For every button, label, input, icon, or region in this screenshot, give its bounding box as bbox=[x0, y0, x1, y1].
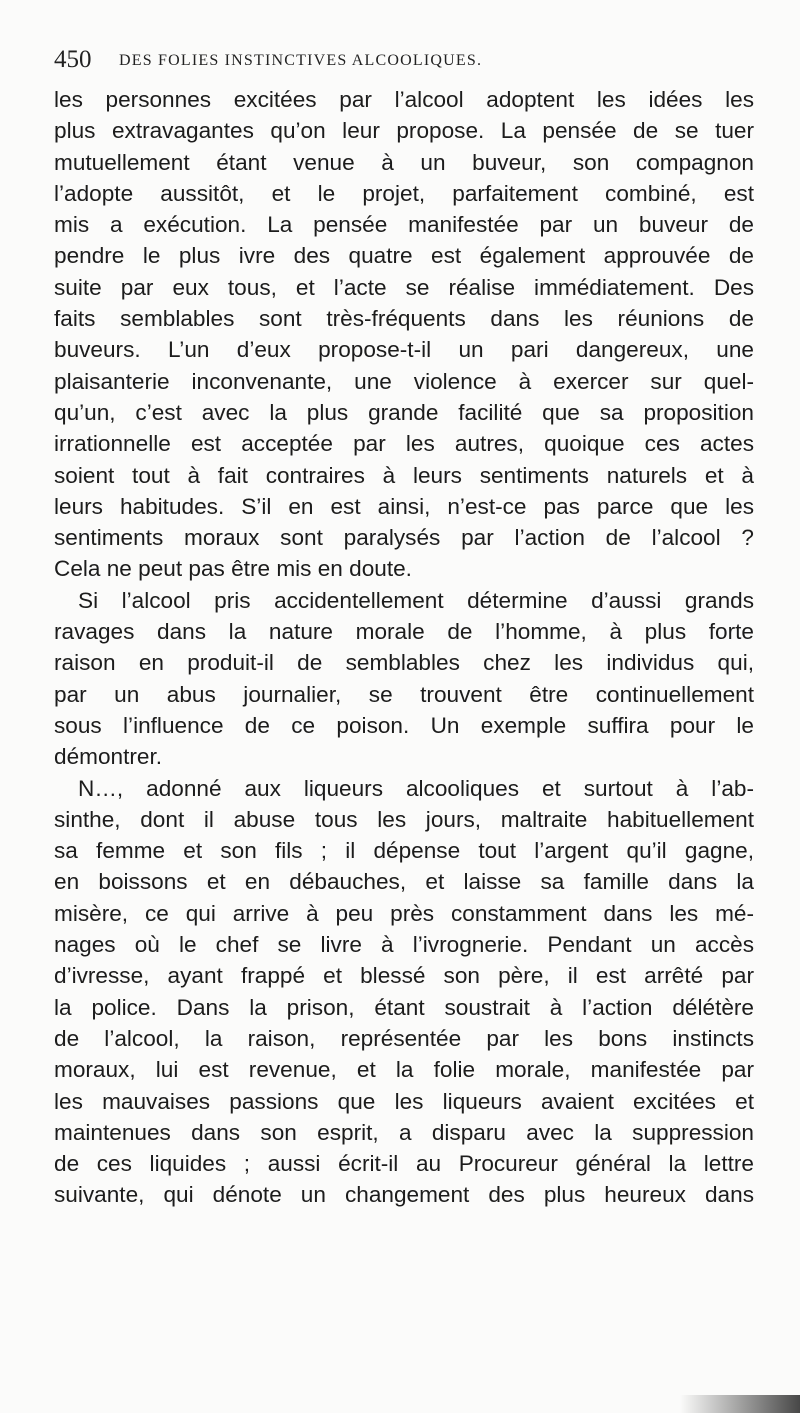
text-line: Si l’alcool pris accidentellement détermine d’aussi grands bbox=[78, 587, 754, 613]
text-line: Cela ne peut pas être mis en doute. bbox=[54, 556, 412, 582]
text-line: mutuellement étant venue à un buveur, son compagnon bbox=[54, 149, 754, 175]
text-line: d’ivresse, ayant frappé et blessé son père, il est arrêté par bbox=[54, 963, 754, 989]
text-line: faits semblables sont très-fréquents dans les réunions de bbox=[54, 306, 754, 332]
text-line: soient tout à fait contraires à leurs sentiments naturels et à bbox=[54, 462, 754, 488]
text-line: N…, adonné aux liqueurs alcooliques et surtout à l’ab- bbox=[78, 775, 754, 801]
body-text bbox=[54, 84, 754, 1211]
text-line: plaisanterie inconvenante, une violence à exercer sur quel- bbox=[54, 368, 754, 394]
text-line: maintenues dans son esprit, a disparu avec la suppression bbox=[54, 1119, 754, 1145]
text-line: sous l’influence de ce poison. Un exemple suffira pour le bbox=[54, 712, 754, 738]
text-line: sentiments moraux sont paralysés par l’action de l’alcool ? bbox=[54, 525, 754, 551]
text-line: sinthe, dont il abuse tous les jours, maltraite habituellement bbox=[54, 806, 754, 832]
text-line: leurs habitudes. S’il en est ainsi, n’est-ce pas parce que les bbox=[54, 493, 754, 519]
text-line: la police. Dans la prison, étant soustrait à l’action délétère bbox=[54, 994, 754, 1020]
text-line: nages où le chef se livre à l’ivrognerie. Pendant un accès bbox=[54, 932, 754, 958]
text-line: en boissons et en débauches, et laisse sa famille dans la bbox=[54, 869, 754, 895]
text-line: de l’alcool, la raison, représentée par les bons instincts bbox=[54, 1025, 754, 1051]
text-line: buveurs. L’un d’eux propose-t-il un pari dangereux, une bbox=[54, 337, 754, 363]
text-line: démontrer. bbox=[54, 744, 163, 770]
running-title: DES FOLIES INSTINCTIVES ALCOOLIQUES. bbox=[119, 52, 483, 69]
text-line: qu’un, c’est avec la plus grande facilité que sa proposition bbox=[54, 399, 754, 425]
text-line: moraux, lui est revenue, et la folie morale, manifestée par bbox=[54, 1057, 754, 1083]
text-line: misère, ce qui arrive à peu près constamment dans les mé- bbox=[54, 900, 754, 926]
page-edge-shadow bbox=[680, 1395, 800, 1413]
text-line: mis a exécution. La pensée manifestée par un buveur de bbox=[54, 212, 754, 238]
text-line: par un abus journalier, se trouvent être continuellement bbox=[54, 681, 754, 707]
text-line: suite par eux tous, et l’acte se réalise immédiatement. Des bbox=[54, 274, 754, 300]
text-line: pendre le plus ivre des quatre est également approuvée de bbox=[54, 243, 754, 269]
page-number: 450 bbox=[54, 46, 92, 73]
text-line: irrationnelle est acceptée par les autres, quoique ces actes bbox=[54, 431, 754, 457]
text-line: les mauvaises passions que les liqueurs avaient excitées et bbox=[54, 1088, 754, 1114]
text-line: de ces liquides ; aussi écrit-il au Procureur général la lettre bbox=[54, 1151, 754, 1177]
running-head bbox=[54, 46, 754, 78]
text-line: suivante, qui dénote un changement des plus heureux dans bbox=[54, 1182, 754, 1208]
text-line: raison en produit-il de semblables chez les individus qui, bbox=[54, 650, 754, 676]
text-line: l’adopte aussitôt, et le projet, parfaitement combiné, est bbox=[54, 180, 754, 206]
text-line: ravages dans la nature morale de l’homme, à plus forte bbox=[54, 619, 754, 645]
text-line: plus extravagantes qu’on leur propose. La pensée de se tuer bbox=[54, 118, 754, 144]
text-line: sa femme et son fils ; il dépense tout l’argent qu’il gagne, bbox=[54, 838, 754, 864]
text-line: les personnes excitées par l’alcool adoptent les idées les bbox=[54, 87, 754, 112]
